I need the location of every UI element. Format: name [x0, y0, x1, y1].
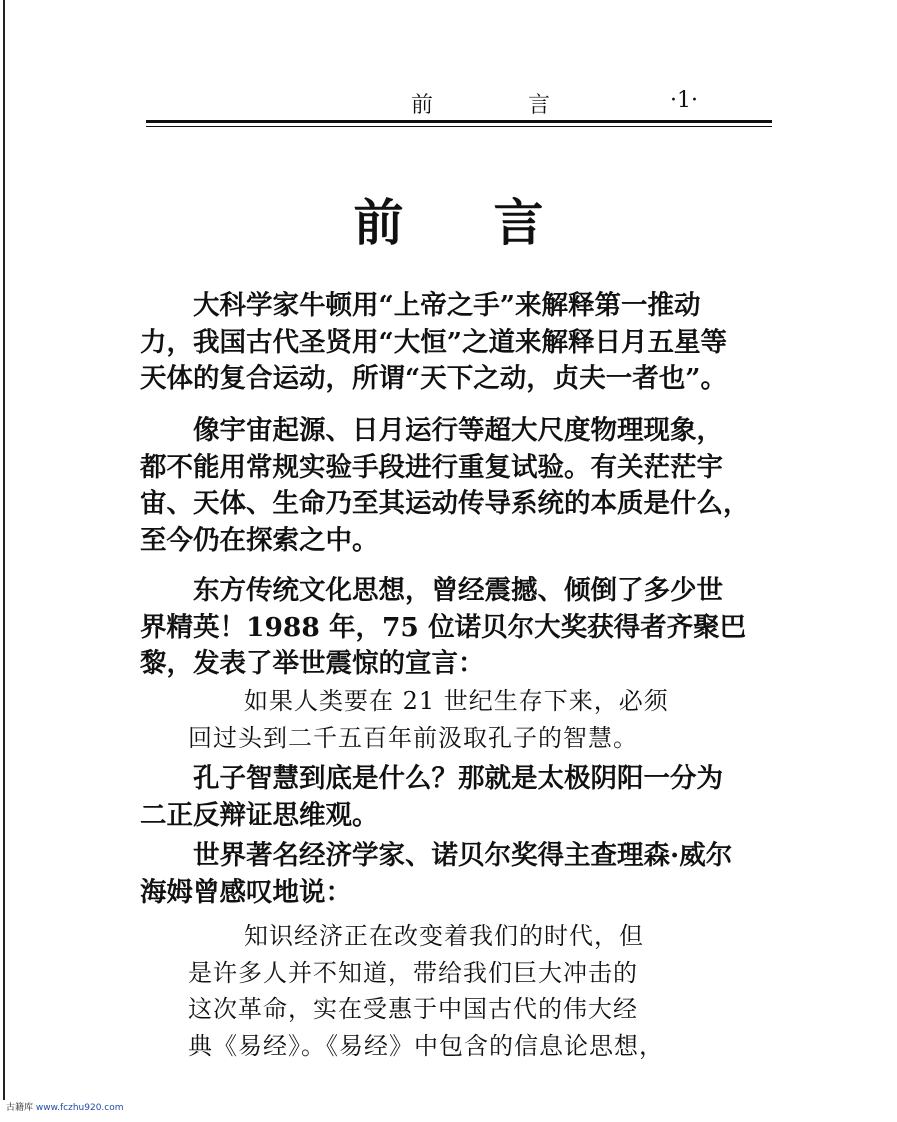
quote-knowledge-economy [140, 918, 780, 1064]
text-line: 大科学家牛顿用“上帝之手”来解释第一推动 [193, 290, 701, 321]
text-line: 黎，发表了举世震惊的宣言： [140, 648, 485, 679]
quote-line: 回过头到二千五百年前汲取孔子的智慧。 [188, 723, 638, 752]
text-line: 海姆曾感叹地说： [140, 876, 352, 908]
running-header [146, 82, 772, 132]
header-rule-thick [146, 120, 772, 123]
site-url[interactable]: www.fczhu920.com [35, 1103, 124, 1113]
quote-line: 如果人类要在 21 世纪生存下来，必须 [244, 687, 669, 715]
paragraph-eastern-culture [140, 573, 780, 683]
site-name: 古籍库 [6, 1103, 34, 1113]
running-header-title: 前 言 [411, 93, 594, 118]
quote-nobel-declaration [140, 683, 780, 756]
text-line: 孔子智慧到底是什么？那就是太极阴阳一分为 [193, 763, 723, 794]
text-line: 力，我国古代圣贤用“大恒”之道来解释日月五星等 [140, 326, 727, 358]
text-line: 天体的复合运动，所谓“天下之动，贞夫一者也”。 [140, 363, 727, 394]
paragraph-newton [140, 288, 780, 398]
text-line: 都不能用常规实验手段进行重复试验。有关茫茫宇 [140, 451, 723, 483]
text-line: 东方传统文化思想，曾经震撼、倾倒了多少世 [193, 575, 723, 606]
paragraph-economist [140, 838, 780, 911]
quote-line: 是许多人并不知道，带给我们巨大冲击的 [188, 958, 638, 987]
text-line: 像宇宙起源、日月运行等超大尺度物理现象， [193, 415, 723, 446]
quote-line: 知识经济正在改变着我们的时代，但 [244, 922, 644, 950]
text-line: 界精英！1988 年，75 位诺贝尔大奖获得者齐聚巴 [140, 611, 747, 643]
chapter-title: 前言 [353, 193, 634, 252]
page-number: ·1· [670, 88, 698, 113]
quote-line: 这次革命，实在受惠于中国古代的伟大经 [188, 995, 638, 1023]
watermark-footer [6, 1100, 124, 1113]
header-rule-thin [146, 126, 772, 127]
text-line: 二正反辩证思维观。 [140, 799, 379, 831]
text-line: 至今仍在探索之中。 [140, 524, 379, 556]
text-line: 宙、天体、生命乃至其运动传导系统的本质是什么， [140, 488, 750, 519]
paragraph-universe [140, 413, 780, 559]
paragraph-confucius [140, 761, 780, 834]
page-left-border [3, 0, 5, 1100]
text-line: 世界著名经济学家、诺贝尔奖得主查理森·威尔 [193, 840, 733, 871]
quote-line: 典《易经》。《易经》中包含的信息论思想， [188, 1031, 664, 1060]
